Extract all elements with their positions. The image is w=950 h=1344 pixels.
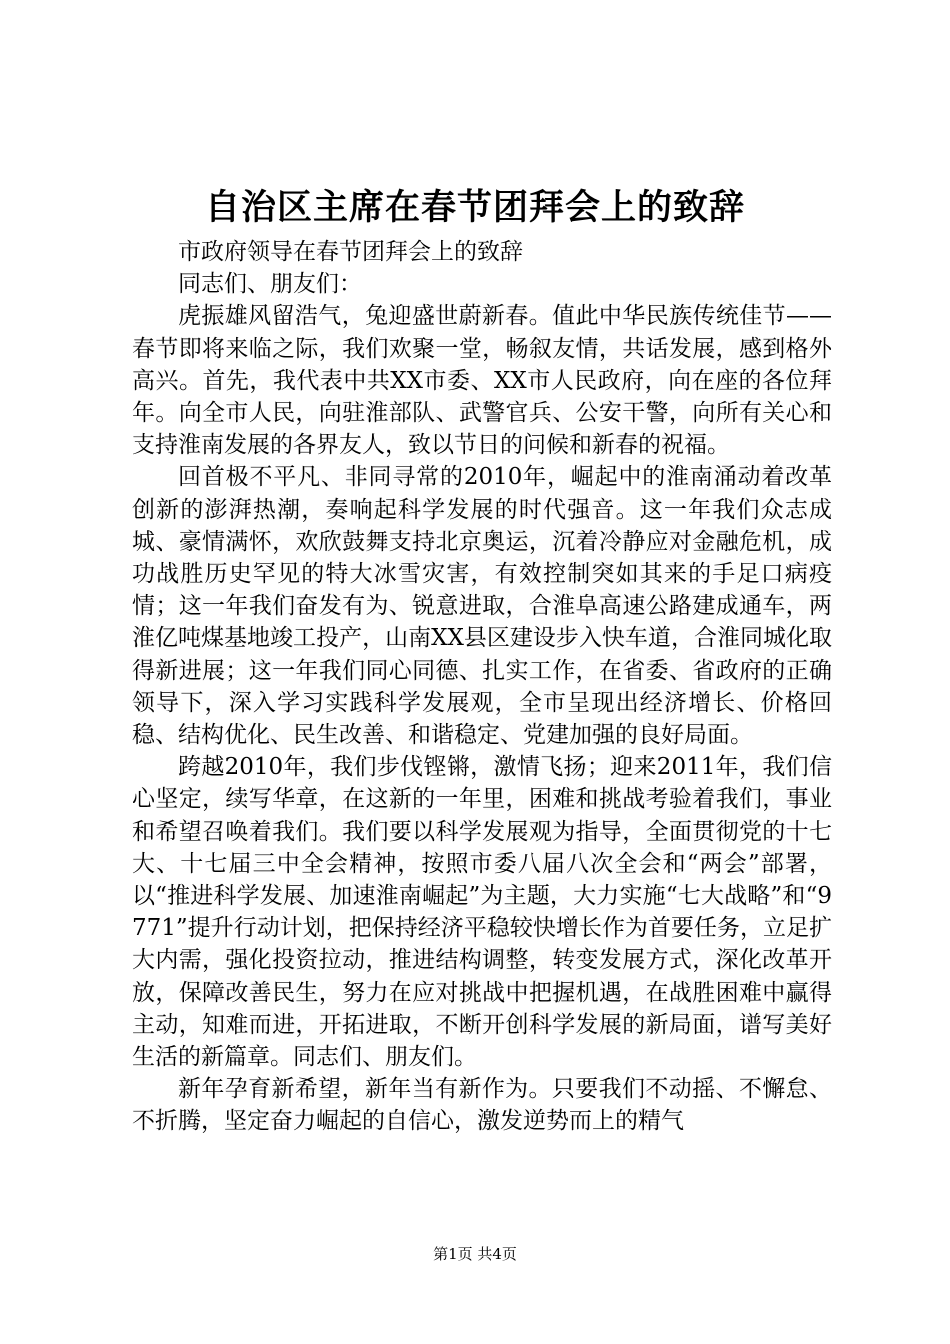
paragraph-outlook: 跨越2010年，我们步伐铿锵，激情飞扬；迎来2011年，我们信心坚定，续写华章，在这新的一年里，困难和挑战考验着我们，事业和希望召唤着我们。我们要以科学发展观为指导，全面贯彻党的十七大、十七届三中全会精神，按照市委八届八次全会和“两会”部署，以“推进科学发展、加速淮南崛起”为主题，大力实施“七大战略”和“9771”提升行动计划，把保持经济平稳较快增长作为首要任务，立足扩大内需，强化投资拉动，推进结构调整，转变发展方式，深化改革开放，保障改善民生，努力在应对挑战中把握机遇，在战胜困难中赢得主动，知难而进，开拓进取，不断开创科学发展的新局面，谱写美好生活的新篇章。同志们、朋友们。 — [132, 754, 832, 1071]
page-footer: 第1页 共4页 — [433, 1245, 517, 1263]
document-body — [132, 236, 832, 1138]
document-title: 自治区主席在春节团拜会上的致辞 — [204, 188, 745, 228]
paragraph-review: 回首极不平凡、非同寻常的2010年，崛起中的淮南涌动着改革创新的澎湃热潮，奏响起科学发展的时代强音。这一年我们众志成城、豪情满怀，欢欣鼓舞支持北京奥运，沉着冷静应对金融危机，成功战胜历史罕见的特大冰雪灾害，有效控制突如其来的手足口病疫情；这一年我们奋发有为、锐意进取，合淮阜高速公路建成通车，两淮亿吨煤基地竣工投产，山南XX县区建设步入快车道，合淮同城化取得新进展；这一年我们同心同德、扎实工作，在省委、省政府的正确领导下，深入学习实践科学发展观，全市呈现出经济增长、价格回稳、结构优化、民生改善、和谐稳定、党建加强的良好局面。 — [132, 464, 832, 749]
paragraph-subtitle: 市政府领导在春节团拜会上的致辞 — [178, 239, 523, 265]
paragraph-salutation: 同志们、朋友们： — [178, 271, 362, 298]
paragraph-greeting: 虎振雄风留浩气，兔迎盛世蔚新春。值此中华民族传统佳节——春节即将来临之际，我们欢聚一堂，畅叙友情，共话发展，感到格外高兴。首先，我代表中共XX市委、XX市人民政府，向在座的各位拜年。向全市人民，向驻淮部队、武警官兵、公安干警，向所有关心和支持淮南发展的各界友人，致以节日的问候和新春的祝福。 — [132, 303, 832, 459]
paragraph-new-year: 新年孕育新希望，新年当有新作为。只要我们不动摇、不懈怠、不折腾，坚定奋力崛起的自信心，激发逆势而上的精气 — [132, 1076, 832, 1135]
